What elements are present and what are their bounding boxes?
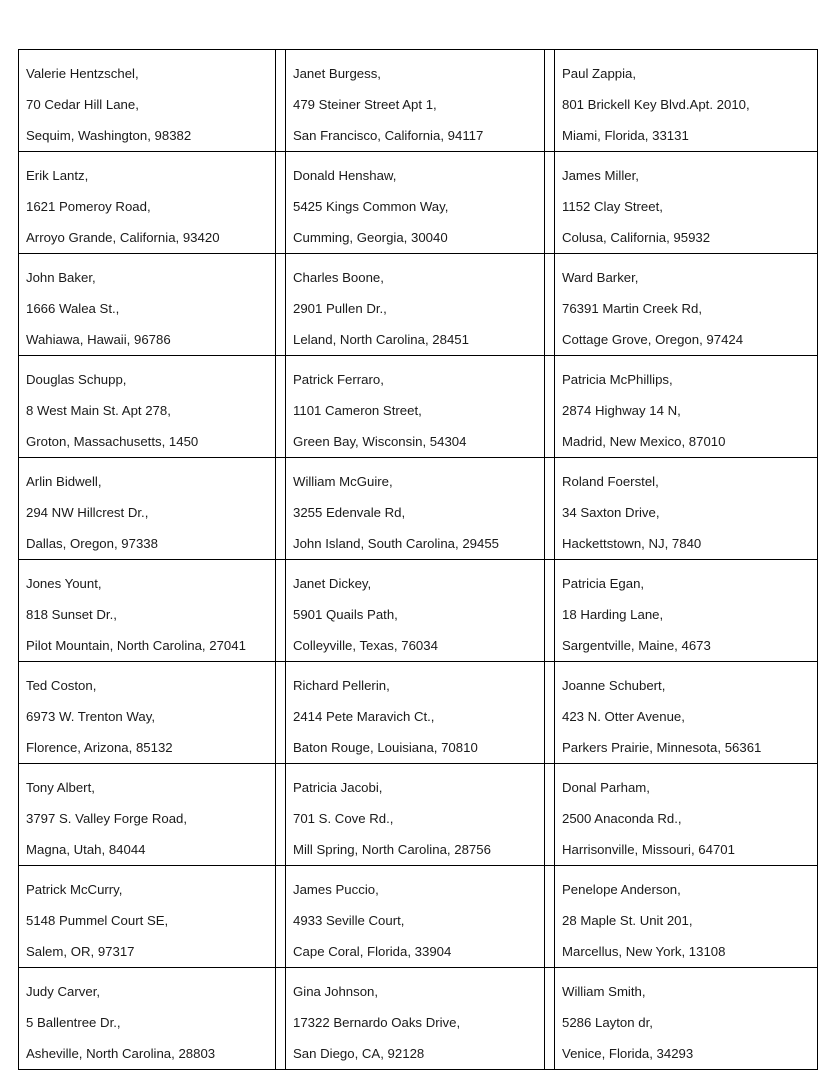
column-gap xyxy=(276,968,286,1070)
column-gap xyxy=(276,152,286,254)
city-state-zip: Mill Spring, North Carolina, 28756 xyxy=(293,842,491,857)
recipient-name: Patricia McPhillips, xyxy=(562,372,673,387)
street-address: 28 Maple St. Unit 201, xyxy=(562,913,693,928)
recipient-name: James Miller, xyxy=(562,168,639,183)
city-state-zip: Baton Rouge, Louisiana, 70810 xyxy=(293,740,478,755)
table-row xyxy=(19,560,818,662)
address-label xyxy=(286,560,545,662)
column-gap xyxy=(276,254,286,356)
recipient-name: Janet Burgess, xyxy=(293,66,381,81)
city-state-zip: Colusa, California, 95932 xyxy=(562,230,711,245)
column-gap xyxy=(545,764,555,866)
table-row xyxy=(19,764,818,866)
street-address: 5286 Layton dr, xyxy=(562,1015,653,1030)
city-state-zip: Venice, Florida, 34293 xyxy=(562,1046,694,1061)
city-state-zip: Leland, North Carolina, 28451 xyxy=(293,332,469,347)
city-state-zip: Harrisonville, Missouri, 64701 xyxy=(562,842,735,857)
column-gap xyxy=(276,662,286,764)
table-row xyxy=(19,662,818,764)
address-label xyxy=(286,152,545,254)
street-address: 479 Steiner Street Apt 1, xyxy=(293,97,437,112)
city-state-zip: Green Bay, Wisconsin, 54304 xyxy=(293,434,467,449)
city-state-zip: Marcellus, New York, 13108 xyxy=(562,944,726,959)
recipient-name: Paul Zappia, xyxy=(562,66,637,81)
city-state-zip: San Francisco, California, 94117 xyxy=(293,128,484,143)
street-address: 1666 Walea St., xyxy=(26,301,120,316)
street-address: 70 Cedar Hill Lane, xyxy=(26,97,139,112)
street-address: 294 NW Hillcrest Dr., xyxy=(26,505,149,520)
address-label xyxy=(19,458,276,560)
address-label xyxy=(19,254,276,356)
street-address: 5 Ballentree Dr., xyxy=(26,1015,121,1030)
address-label xyxy=(555,764,818,866)
city-state-zip: Colleyville, Texas, 76034 xyxy=(293,638,438,653)
address-label-rows xyxy=(19,50,818,1070)
column-gap xyxy=(276,356,286,458)
street-address: 34 Saxton Drive, xyxy=(562,505,660,520)
column-gap xyxy=(276,764,286,866)
street-address: 1101 Cameron Street, xyxy=(293,403,422,418)
address-label xyxy=(286,356,545,458)
table-row xyxy=(19,458,818,560)
street-address: 8 West Main St. Apt 278, xyxy=(26,403,171,418)
address-label xyxy=(286,50,545,152)
address-label xyxy=(555,50,818,152)
address-label xyxy=(19,560,276,662)
street-address: 5425 Kings Common Way, xyxy=(293,199,449,214)
column-gap xyxy=(545,866,555,968)
city-state-zip: Arroyo Grande, California, 93420 xyxy=(26,230,220,245)
address-label xyxy=(286,866,545,968)
street-address: 18 Harding Lane, xyxy=(562,607,664,622)
recipient-name: Judy Carver, xyxy=(26,984,101,999)
city-state-zip: Groton, Massachusetts, 1450 xyxy=(26,434,199,449)
recipient-name: Charles Boone, xyxy=(293,270,384,285)
recipient-name: Patricia Egan, xyxy=(562,576,645,591)
street-address: 801 Brickell Key Blvd.Apt. 2010, xyxy=(562,97,750,112)
table-row xyxy=(19,50,818,152)
address-label xyxy=(555,662,818,764)
address-label xyxy=(555,560,818,662)
table-row xyxy=(19,356,818,458)
city-state-zip: Madrid, New Mexico, 87010 xyxy=(562,434,726,449)
city-state-zip: San Diego, CA, 92128 xyxy=(293,1046,425,1061)
street-address: 3797 S. Valley Forge Road, xyxy=(26,811,188,826)
address-label xyxy=(286,764,545,866)
city-state-zip: Miami, Florida, 33131 xyxy=(562,128,689,143)
street-address: 2874 Highway 14 N, xyxy=(562,403,681,418)
recipient-name: Patrick Ferraro, xyxy=(293,372,384,387)
address-label xyxy=(19,968,276,1070)
recipient-name: Roland Foerstel, xyxy=(562,474,659,489)
recipient-name: Arlin Bidwell, xyxy=(26,474,102,489)
street-address: 4933 Seville Court, xyxy=(293,913,405,928)
address-label xyxy=(286,458,545,560)
address-label xyxy=(19,50,276,152)
recipient-name: Erik Lantz, xyxy=(26,168,89,183)
recipient-name: William Smith, xyxy=(562,984,646,999)
street-address: 701 S. Cove Rd., xyxy=(293,811,394,826)
city-state-zip: Wahiawa, Hawaii, 96786 xyxy=(26,332,171,347)
street-address: 5148 Pummel Court SE, xyxy=(26,913,169,928)
recipient-name: William McGuire, xyxy=(293,474,393,489)
column-gap xyxy=(545,968,555,1070)
address-label xyxy=(19,152,276,254)
city-state-zip: Florence, Arizona, 85132 xyxy=(26,740,173,755)
recipient-name: Donal Parham, xyxy=(562,780,650,795)
recipient-name: Janet Dickey, xyxy=(293,576,372,591)
address-label-table xyxy=(18,49,818,1070)
recipient-name: Douglas Schupp, xyxy=(26,372,127,387)
address-label xyxy=(286,254,545,356)
city-state-zip: Cottage Grove, Oregon, 97424 xyxy=(562,332,744,347)
recipient-name: Penelope Anderson, xyxy=(562,882,681,897)
city-state-zip: Sequim, Washington, 98382 xyxy=(26,128,192,143)
recipient-name: James Puccio, xyxy=(293,882,379,897)
table-row xyxy=(19,152,818,254)
column-gap xyxy=(276,458,286,560)
city-state-zip: Cape Coral, Florida, 33904 xyxy=(293,944,452,959)
street-address: 818 Sunset Dr., xyxy=(26,607,117,622)
address-label xyxy=(19,356,276,458)
recipient-name: Richard Pellerin, xyxy=(293,678,390,693)
column-gap xyxy=(545,152,555,254)
column-gap xyxy=(276,866,286,968)
street-address: 1152 Clay Street, xyxy=(562,199,663,214)
table-row xyxy=(19,968,818,1070)
address-label xyxy=(555,458,818,560)
street-address: 423 N. Otter Avenue, xyxy=(562,709,685,724)
address-label xyxy=(19,866,276,968)
table-row xyxy=(19,866,818,968)
column-gap xyxy=(545,458,555,560)
city-state-zip: Hackettstown, NJ, 7840 xyxy=(562,536,702,551)
address-label xyxy=(555,968,818,1070)
city-state-zip: Sargentville, Maine, 4673 xyxy=(562,638,711,653)
address-label xyxy=(19,764,276,866)
recipient-name: Donald Henshaw, xyxy=(293,168,397,183)
city-state-zip: Salem, OR, 97317 xyxy=(26,944,135,959)
address-label xyxy=(555,356,818,458)
street-address: 3255 Edenvale Rd, xyxy=(293,505,406,520)
street-address: 5901 Quails Path, xyxy=(293,607,398,622)
address-label xyxy=(555,152,818,254)
address-label xyxy=(286,968,545,1070)
address-label xyxy=(286,662,545,764)
recipient-name: Valerie Hentzschel, xyxy=(26,66,139,81)
street-address: 2500 Anaconda Rd., xyxy=(562,811,682,826)
column-gap xyxy=(276,560,286,662)
column-gap xyxy=(545,662,555,764)
street-address: 1621 Pomeroy Road, xyxy=(26,199,151,214)
street-address: 2901 Pullen Dr., xyxy=(293,301,387,316)
address-label xyxy=(555,866,818,968)
city-state-zip: Parkers Prairie, Minnesota, 56361 xyxy=(562,740,762,755)
city-state-zip: Asheville, North Carolina, 28803 xyxy=(26,1046,216,1061)
recipient-name: John Baker, xyxy=(26,270,96,285)
column-gap xyxy=(545,560,555,662)
street-address: 17322 Bernardo Oaks Drive, xyxy=(293,1015,461,1030)
recipient-name: Ted Coston, xyxy=(26,678,97,693)
recipient-name: Ward Barker, xyxy=(562,270,639,285)
city-state-zip: Magna, Utah, 84044 xyxy=(26,842,146,857)
recipient-name: Tony Albert, xyxy=(26,780,95,795)
city-state-zip: John Island, South Carolina, 29455 xyxy=(293,536,500,551)
city-state-zip: Pilot Mountain, North Carolina, 27041 xyxy=(26,638,246,653)
city-state-zip: Cumming, Georgia, 30040 xyxy=(293,230,448,245)
street-address: 6973 W. Trenton Way, xyxy=(26,709,156,724)
address-label xyxy=(555,254,818,356)
table-row xyxy=(19,254,818,356)
city-state-zip: Dallas, Oregon, 97338 xyxy=(26,536,158,551)
column-gap xyxy=(545,50,555,152)
street-address: 2414 Pete Maravich Ct., xyxy=(293,709,435,724)
recipient-name: Joanne Schubert, xyxy=(562,678,666,693)
column-gap xyxy=(545,254,555,356)
recipient-name: Patricia Jacobi, xyxy=(293,780,383,795)
recipient-name: Patrick McCurry, xyxy=(26,882,123,897)
column-gap xyxy=(545,356,555,458)
recipient-name: Gina Johnson, xyxy=(293,984,379,999)
address-label xyxy=(19,662,276,764)
recipient-name: Jones Yount, xyxy=(26,576,102,591)
column-gap xyxy=(276,50,286,152)
street-address: 76391 Martin Creek Rd, xyxy=(562,301,703,316)
